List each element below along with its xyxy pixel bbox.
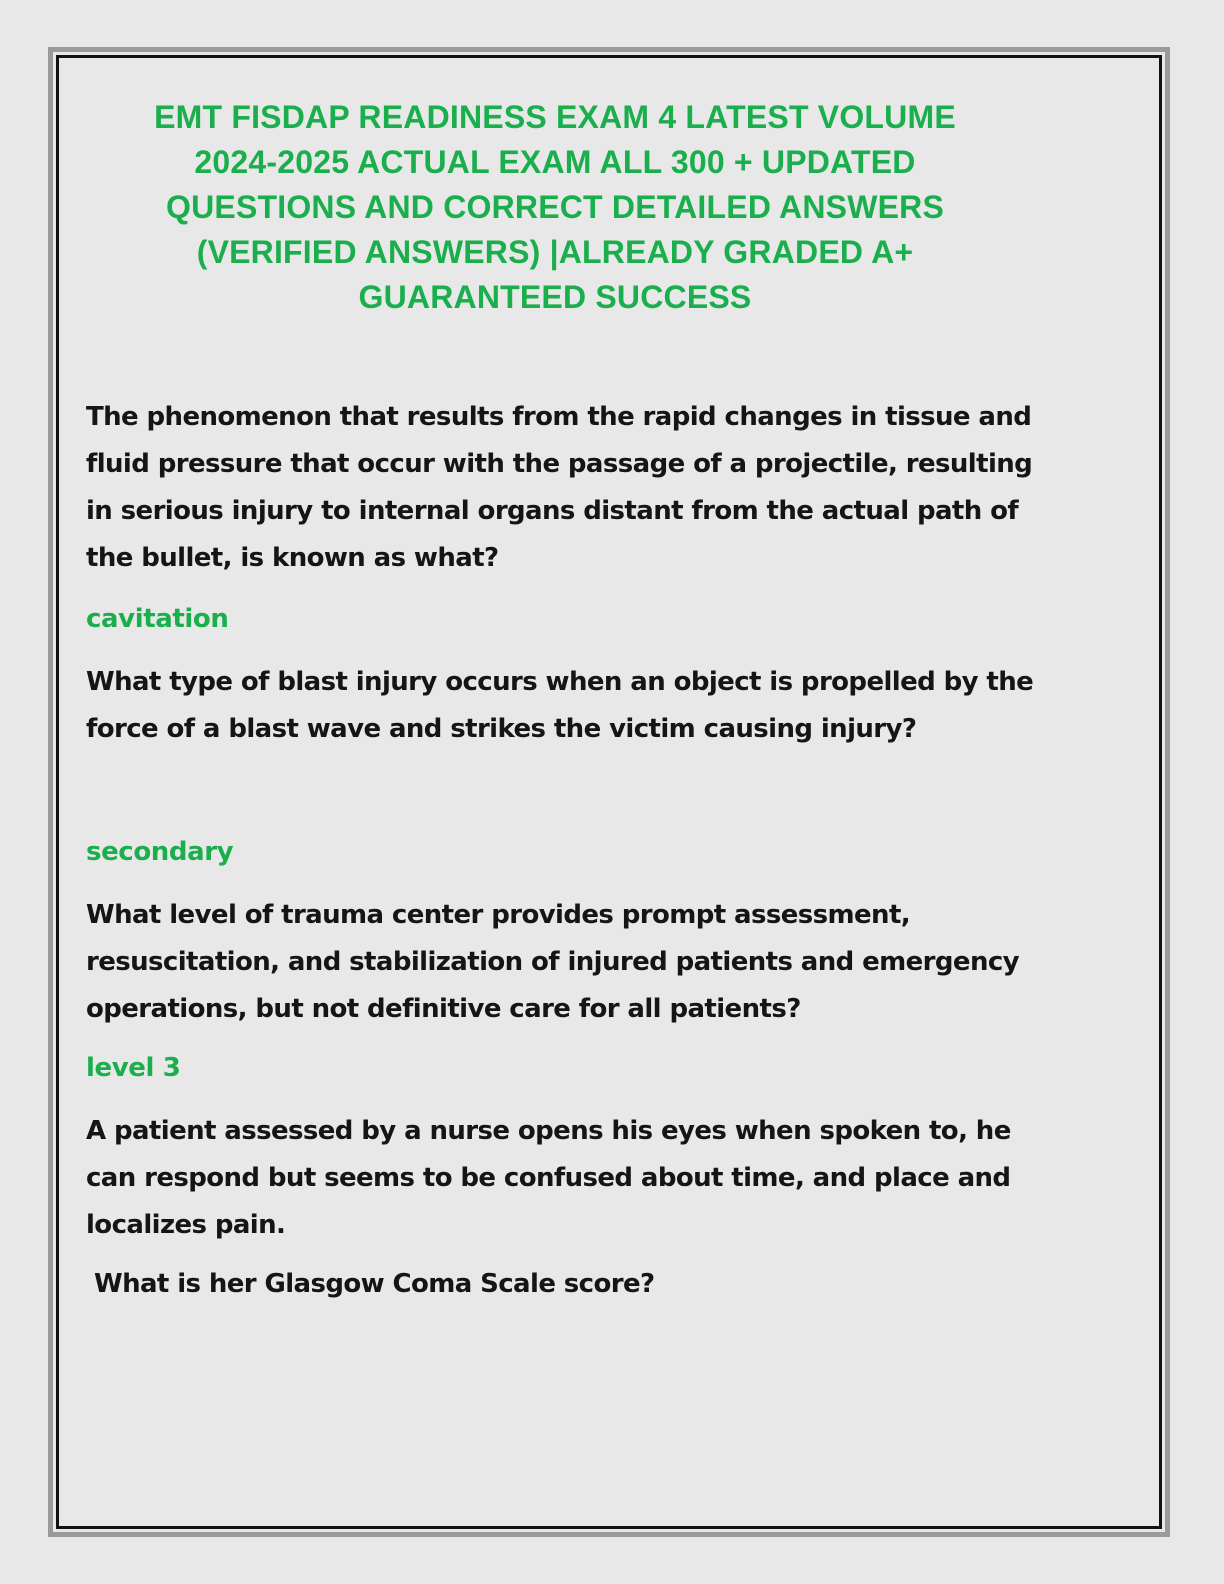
answer-3: level 3 — [86, 1053, 181, 1083]
answer-2: secondary — [86, 837, 234, 867]
question-4-followup: What is her Glasgow Coma Scale score? — [94, 1269, 655, 1299]
document-title: EMT FISDAP READINESS EXAM 4 LATEST VOLUME 2024-2025 ACTUAL EXAM ALL 300 + UPDATED QUESTIONS AND CORRECT DETAILED ANSWERS (VERIFIED ANSWERS) |ALREADY GRADED A+ GUARANTEED SUCCESS — [154, 99, 956, 315]
answer-1: cavitation — [86, 604, 229, 634]
question-1: The phenomenon that results from the rapid changes in tissue and fluid pressure that occur with the passage of a projectile, resulting in serious injury to internal organs distant from the actual path of the bullet, is known as what? — [86, 402, 1033, 573]
question-3: What level of trauma center provides prompt assessment, resuscitation, and stabilization of injured patients and emergency operations, but not definitive care for all patients? — [86, 900, 1020, 1024]
question-2: What type of blast injury occurs when an object is propelled by the force of a blast wave and strikes the victim causing injury? — [86, 667, 1034, 744]
question-4: A patient assessed by a nurse opens his eyes when spoken to, he can respond but seems to be confused about time, and place and localizes pain. — [86, 1116, 1011, 1240]
qa-content — [86, 394, 1036, 1308]
